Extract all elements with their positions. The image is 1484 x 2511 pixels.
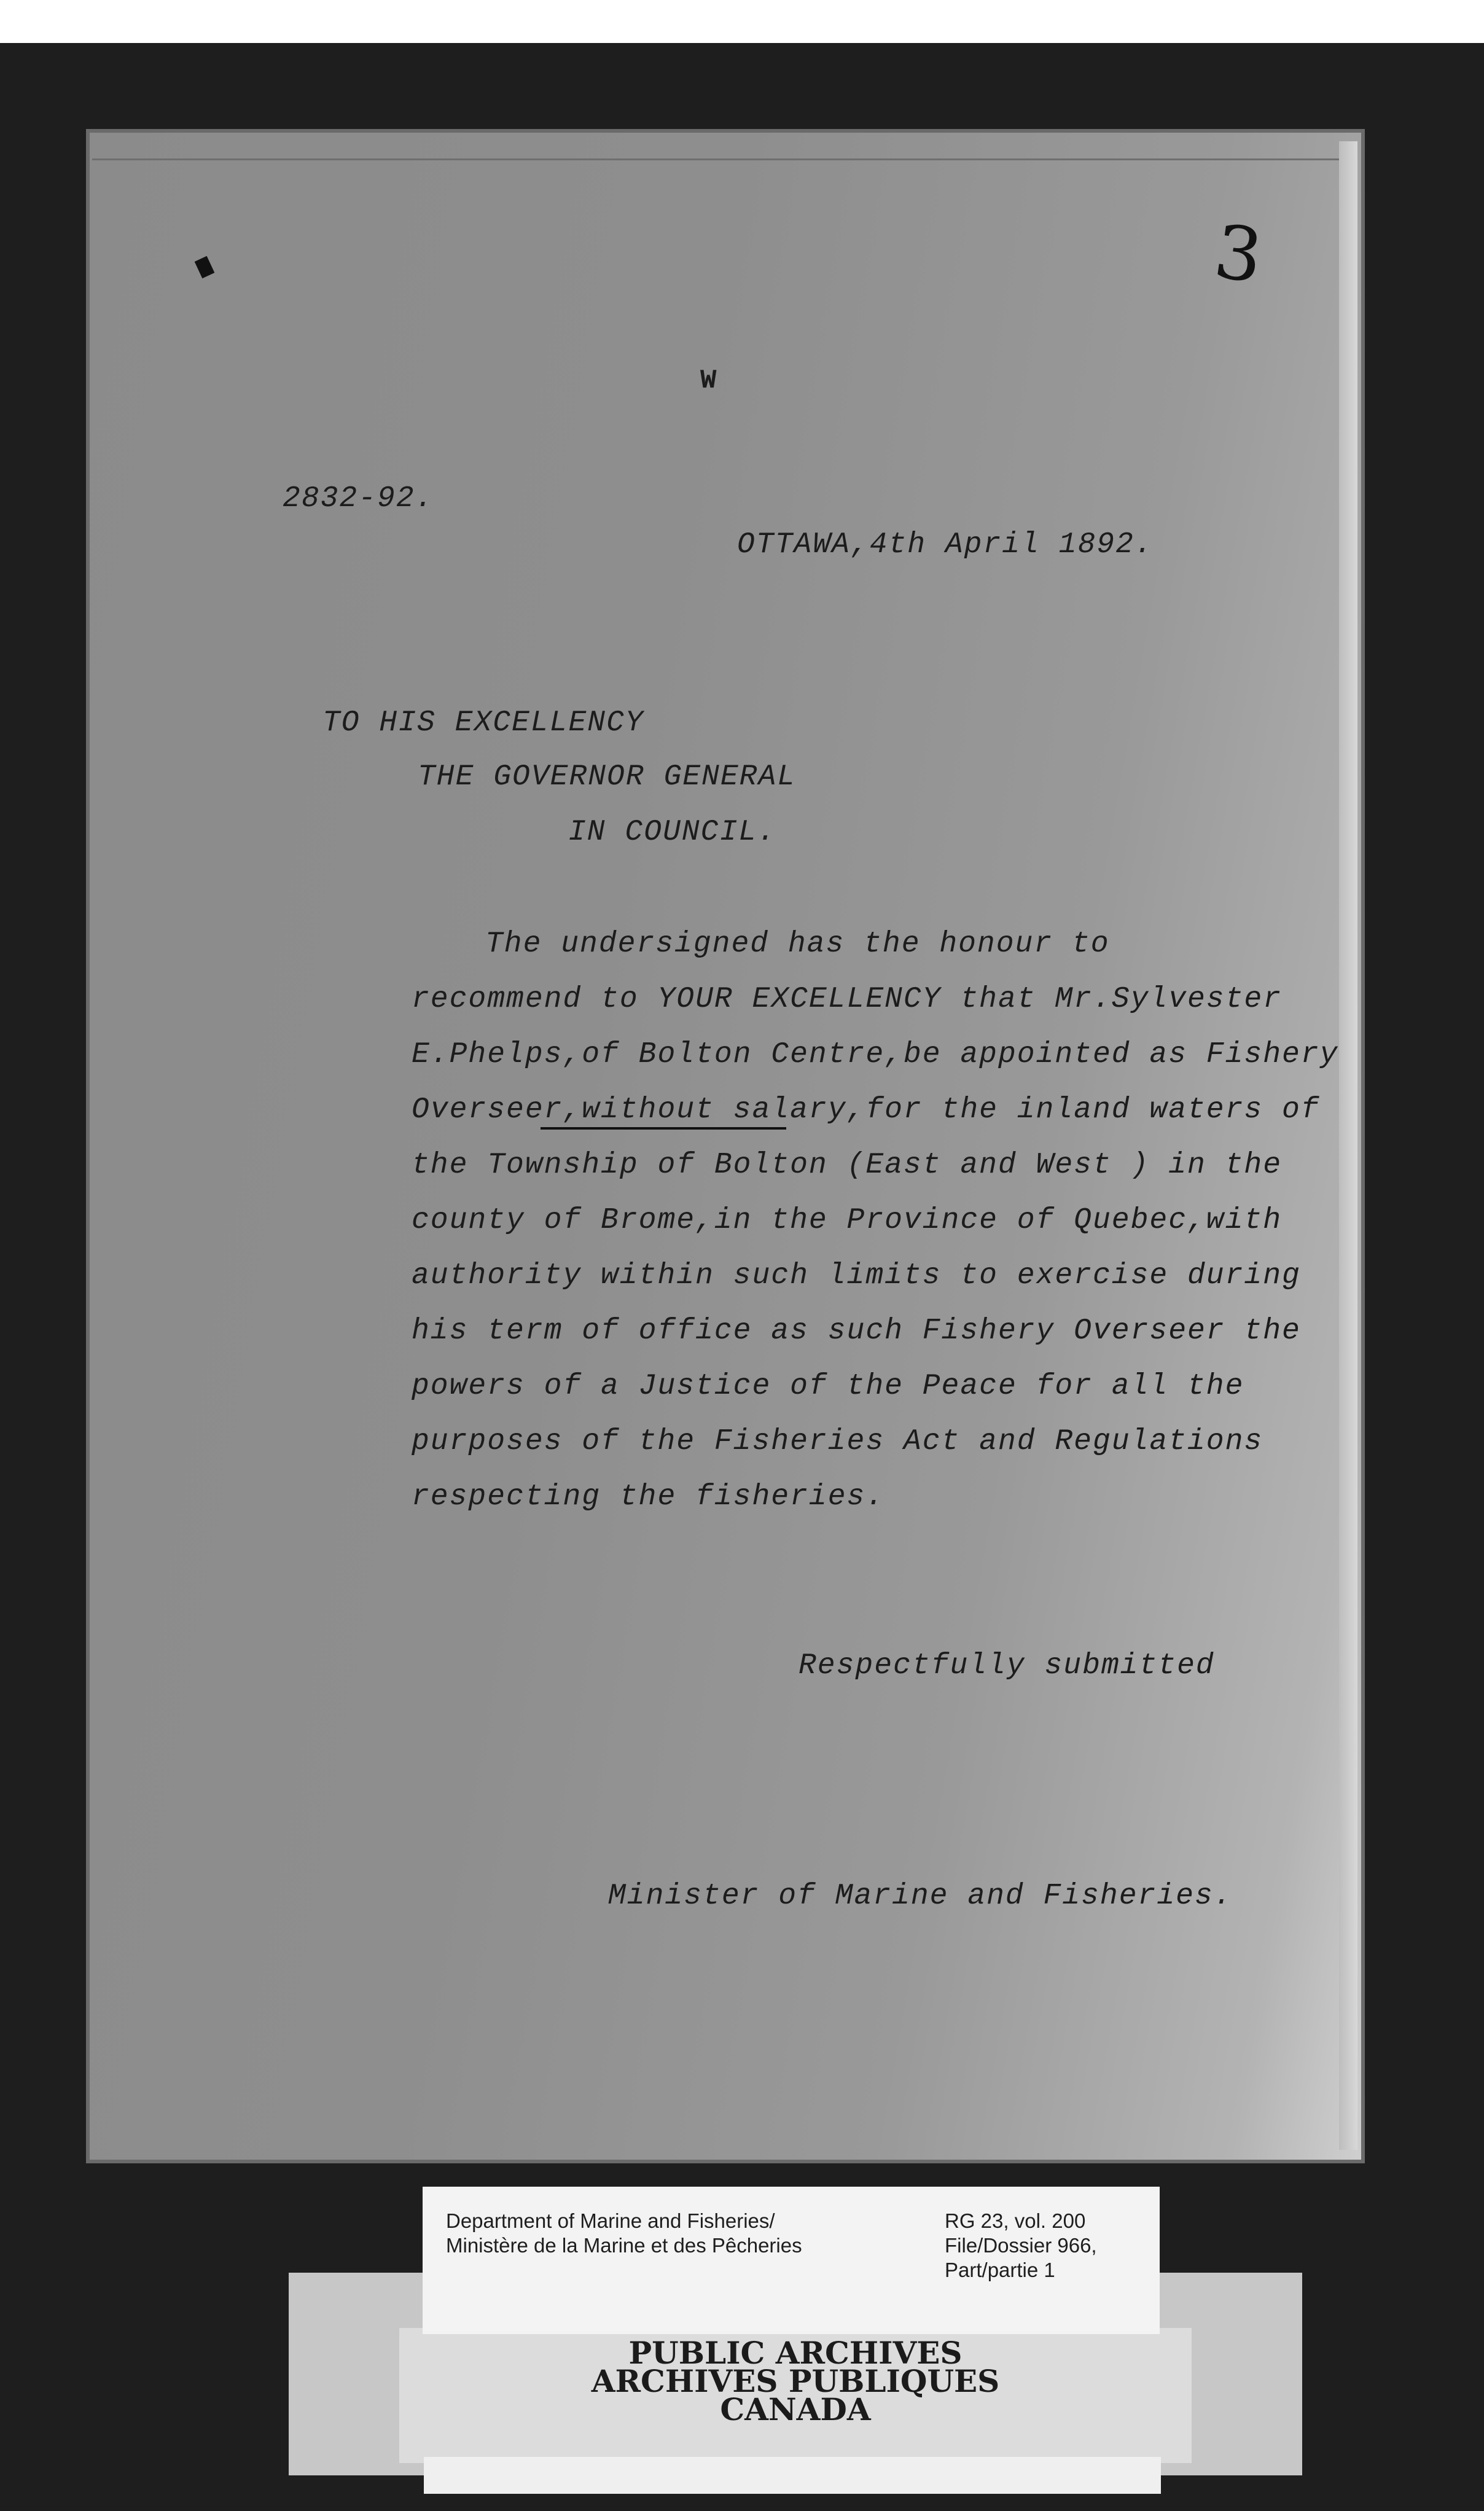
- body-line: respecting the fisheries.: [412, 1480, 885, 1513]
- body-line: Overseer,without salary,for the inland waters of: [412, 1093, 1320, 1127]
- reference-line-3: Part/partie 1: [945, 2259, 1055, 2281]
- stamp-line-2: ARCHIVES PUBLIQUES: [591, 2363, 1000, 2399]
- body-line: the Township of Bolton (East and West ) in the: [412, 1149, 1283, 1182]
- place-date: OTTAWA,4th April 1892.: [737, 528, 1154, 561]
- body-line: E.Phelps,of Bolton Centre,be appointed as Fishery: [412, 1038, 1339, 1071]
- label-reference: [945, 2209, 1097, 2283]
- document-page: [86, 129, 1365, 2163]
- archive-reference-label: [423, 2187, 1160, 2334]
- body-line: The undersigned has the honour to: [485, 927, 1110, 961]
- label-department: [446, 2209, 802, 2258]
- address-line-2: THE GOVERNOR GENERAL: [418, 760, 797, 794]
- body-line: recommend to YOUR EXCELLENCY that Mr.Sylvester: [412, 983, 1283, 1016]
- reference-line-2: File/Dossier 966,: [945, 2234, 1097, 2257]
- closing: Respectfully submitted: [799, 1649, 1215, 1682]
- body-line: his term of office as such Fishery Overseer the: [412, 1314, 1301, 1348]
- archive-stamp-strip: [424, 2457, 1161, 2494]
- stamp-line-3: CANADA: [720, 2391, 871, 2427]
- handwritten-page-number: 3: [1209, 209, 1268, 300]
- file-number: 2832-92.: [283, 482, 434, 515]
- page-right-edge: [1339, 141, 1357, 2150]
- signature-title: Minister of Marine and Fisheries.: [608, 1880, 1233, 1913]
- body-line: powers of a Justice of the Peace for all the: [412, 1370, 1244, 1403]
- archive-stamp: [399, 2335, 1192, 2427]
- body-line: county of Brome,in the Province of Quebec,with: [412, 1204, 1283, 1237]
- body-line: authority within such limits to exercise during: [412, 1259, 1301, 1292]
- header-mark: W: [700, 365, 718, 396]
- page-fold-edge: [92, 134, 1345, 160]
- stamp-line-1: PUBLIC ARCHIVES: [628, 2335, 963, 2371]
- department-en: Department of Marine and Fisheries/: [446, 2209, 775, 2232]
- body-line: purposes of the Fisheries Act and Regulations: [412, 1425, 1263, 1458]
- address-line-3: IN COUNCIL.: [568, 816, 776, 849]
- department-fr: Ministère de la Marine et des Pêcheries: [446, 2234, 802, 2257]
- underline-without-salary: [541, 1127, 786, 1130]
- reference-line-1: RG 23, vol. 200: [945, 2209, 1086, 2232]
- address-line-1: TO HIS EXCELLENCY: [322, 706, 644, 740]
